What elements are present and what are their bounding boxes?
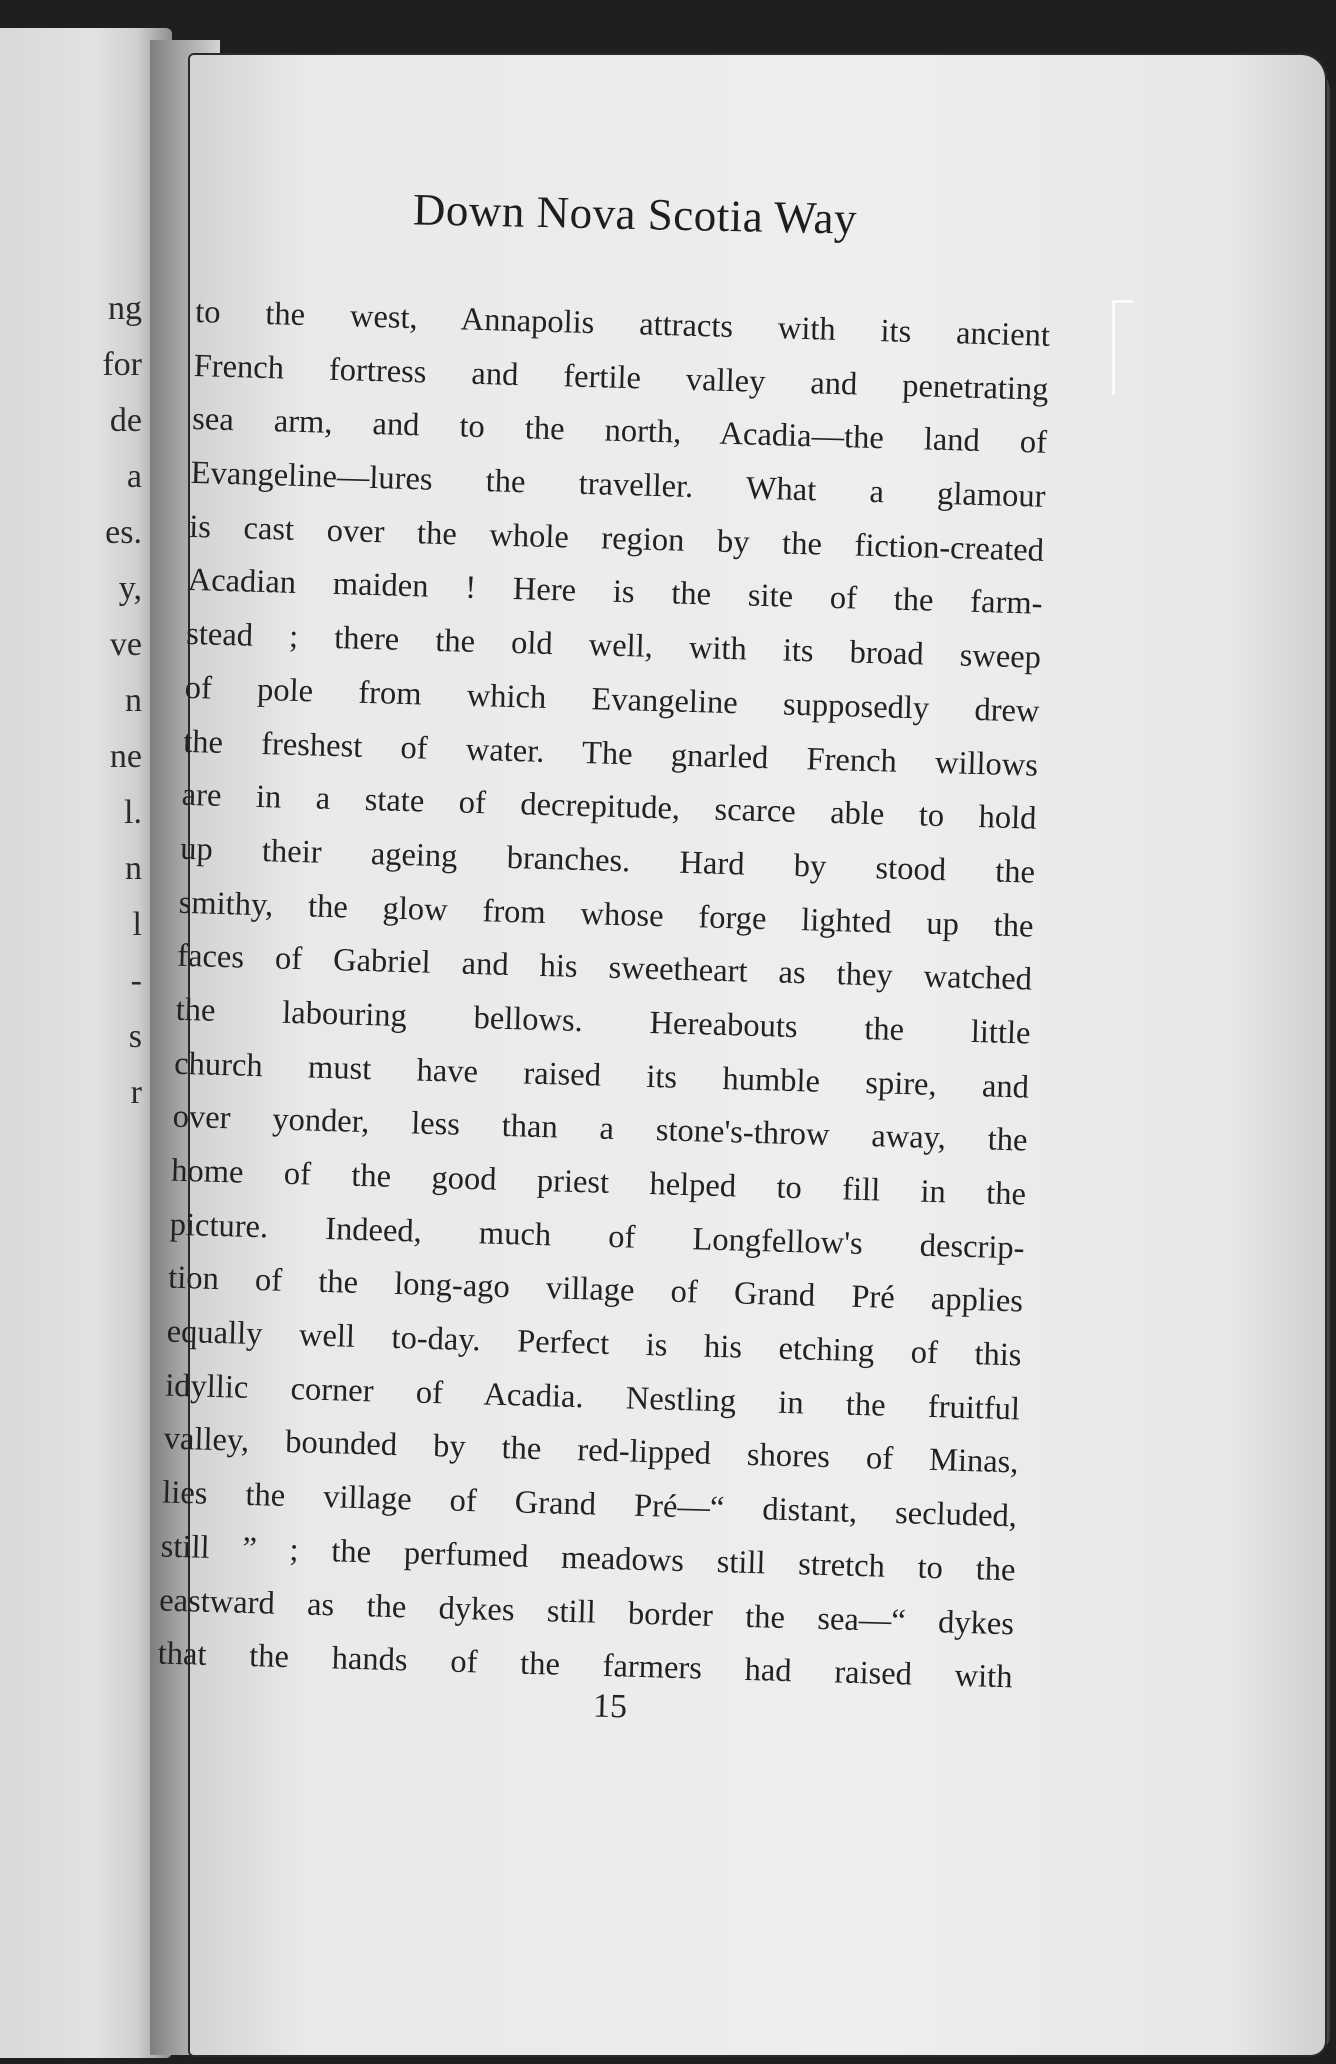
left-page-fragment: r: [130, 1074, 142, 1111]
left-page-fragment: -: [130, 962, 142, 999]
text-line: to the west, Annapolis attracts with its ancient: [194, 293, 1051, 354]
text-line: equally well to-day. Perfect is his etching of this: [166, 1313, 1022, 1374]
text-line: eastward as the dykes still border the sea—“ dykes: [158, 1581, 1015, 1642]
text-line: sea arm, and to the north, Acadia—the land of: [191, 401, 1048, 462]
text-line: French fortress and fertile valley and penetrating: [193, 347, 1049, 408]
text-line: that the hands of the farmers had raised with: [157, 1635, 1013, 1696]
left-page-fragment: ne: [109, 738, 142, 775]
running-head: Down Nova Scotia Way: [412, 184, 858, 244]
body-text: [157, 286, 1051, 1705]
left-page-fragment: l.: [124, 794, 142, 831]
left-page-fragment: n: [125, 682, 142, 719]
left-page-fragment: l: [132, 906, 142, 943]
text-line: the labouring bellows. Hereabouts the little: [175, 991, 1031, 1052]
text-line: church must have raised its humble spire, and: [173, 1045, 1030, 1106]
left-page-fragment: de: [109, 402, 142, 439]
text-line: up their ageing branches. Hard by stood the: [179, 830, 1036, 891]
left-page-fragment: ve: [109, 626, 142, 663]
text-line: faces of Gabriel and his sweetheart as they watched: [176, 937, 1033, 998]
text-line: Acadian maiden ! Here is the site of the farm-: [187, 562, 1043, 623]
left-page-fragment: y,: [118, 570, 142, 607]
text-line: valley, bounded by the red-lipped shores of Minas,: [163, 1420, 1019, 1481]
left-page: [0, 28, 172, 2058]
text-line: lies the village of Grand Pré—“ distant, secluded,: [161, 1474, 1018, 1535]
text-line: picture. Indeed, much of Longfellow's descrip-: [169, 1206, 1025, 1267]
text-line: still ” ; the perfumed meadows still stretch to the: [160, 1528, 1016, 1589]
text-line: tion of the long-ago village of Grand Pré applies: [167, 1259, 1024, 1320]
left-page-fragment: for: [102, 346, 142, 383]
text-line: is cast over the whole region by the fiction-created: [188, 508, 1045, 569]
text-line: are in a state of decrepitude, scarce able to hold: [181, 776, 1037, 837]
left-page-fragment: s: [128, 1018, 142, 1055]
left-page-fragment: es.: [105, 514, 142, 551]
text-line: Evangeline—lures the traveller. What a glamour: [190, 454, 1046, 515]
text-line: idyllic corner of Acadia. Nestling in the fruitful: [164, 1367, 1021, 1428]
text-line: stead ; there the old well, with its broad sweep: [185, 615, 1042, 676]
text-line: of pole from which Evangeline supposedly drew: [184, 669, 1040, 730]
text-line: the freshest of water. The gnarled French willows: [182, 723, 1039, 784]
page-number: 15: [592, 1687, 628, 1726]
left-page-fragment: ng: [108, 290, 142, 327]
text-line: smithy, the glow from whose forge lighted up the: [178, 884, 1034, 945]
left-page-fragment: a: [126, 458, 142, 495]
page-mark: [1112, 300, 1133, 395]
text-line: home of the good priest helped to fill in the: [170, 1152, 1027, 1213]
left-page-fragment: n: [125, 850, 142, 887]
text-line: over yonder, less than a stone's-throw away, the: [172, 1098, 1028, 1159]
